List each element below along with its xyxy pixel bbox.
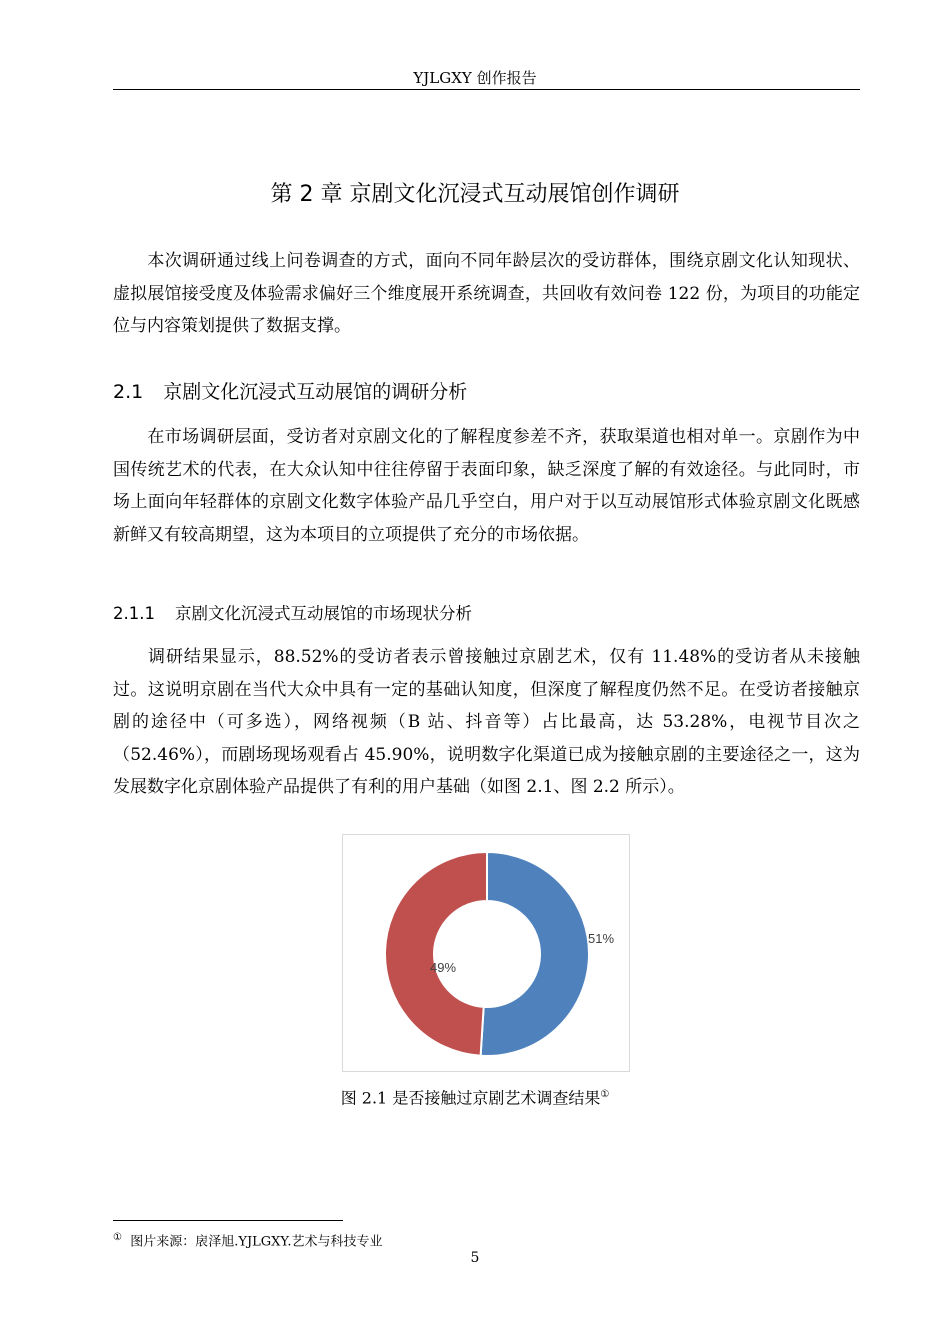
figure-note-mark: ① [600,1089,610,1100]
subsection-number: 2.1.1 [113,604,155,623]
figure-caption-text: 图 2.1 是否接触过京剧艺术调查结果 [340,1088,601,1108]
intro-text: 本次调研通过线上问卷调查的方式，面向不同年龄层次的受访群体，围绕京剧文化认知现状、虚拟展馆接受度及体验需求偏好三个维度展开系统调查，共回收有效问卷 122 份，为项目的功能定位与内容策划提供了数据支撑。 [113,251,860,337]
chapter-title: 第 2 章 京剧文化沉浸式互动展馆创作调研 [270,182,680,207]
donut-chart-svg [343,835,631,1073]
intro-paragraph [113,245,860,343]
figure-caption [0,1083,950,1110]
page-number: 5 [470,1250,480,1266]
donut-data-label-2: 49% [429,960,457,975]
donut-slice-1 [481,852,589,1056]
subsection-title: 京剧文化沉浸式互动展馆的市场现状分析 [174,604,472,623]
section-title: 京剧文化沉浸式互动展馆的调研分析 [163,381,468,403]
footnote-mark: ① [113,1232,122,1243]
footnote-rule [113,1220,343,1221]
header-rule [113,89,860,90]
donut-chart [342,834,630,1072]
footnote-text: 图片来源：扆泽旭.YJLGXY.艺术与科技专业 [130,1234,383,1250]
running-header: YJLGXY 创作报告 [413,69,537,87]
subsection-heading [113,600,472,628]
section-paragraph [113,421,860,551]
donut-slice-2 [385,852,487,1056]
subsection-text: 调研结果显示，88.52%的受访者表示曾接触过京剧艺术，仅有 11.48%的受访者从未接触过。这说明京剧在当代大众中具有一定的基础认知度，但深度了解程度仍然不足。在受访者接触京剧的途径中（可多选），网络视频（B 站、抖音等）占比最高，达 53.28%，电视节目次之（52.46%），而剧场现场观看占 45.90%，说明数字化渠道已成为接触京剧的主要途径之一，这为发展数字化京剧体验产品提供了有利的用户基础（如图 2.1、图 2.2 所示）。 [113,647,860,798]
subsection-paragraph [113,641,860,804]
donut-data-label-1: 51% [587,931,615,946]
section-number: 2.1 [113,381,144,403]
section-heading [113,377,467,407]
section-text: 在市场调研层面，受访者对京剧文化的了解程度参差不齐，获取渠道也相对单一。京剧作为中国传统艺术的代表，在大众认知中往往停留于表面印象，缺乏深度了解的有效途径。与此同时，市场上面向年轻群体的京剧文化数字体验产品几乎空白，用户对于以互动展馆形式体验京剧文化既感新鲜又有较高期望，这为本项目的立项提供了充分的市场依据。 [113,427,860,545]
